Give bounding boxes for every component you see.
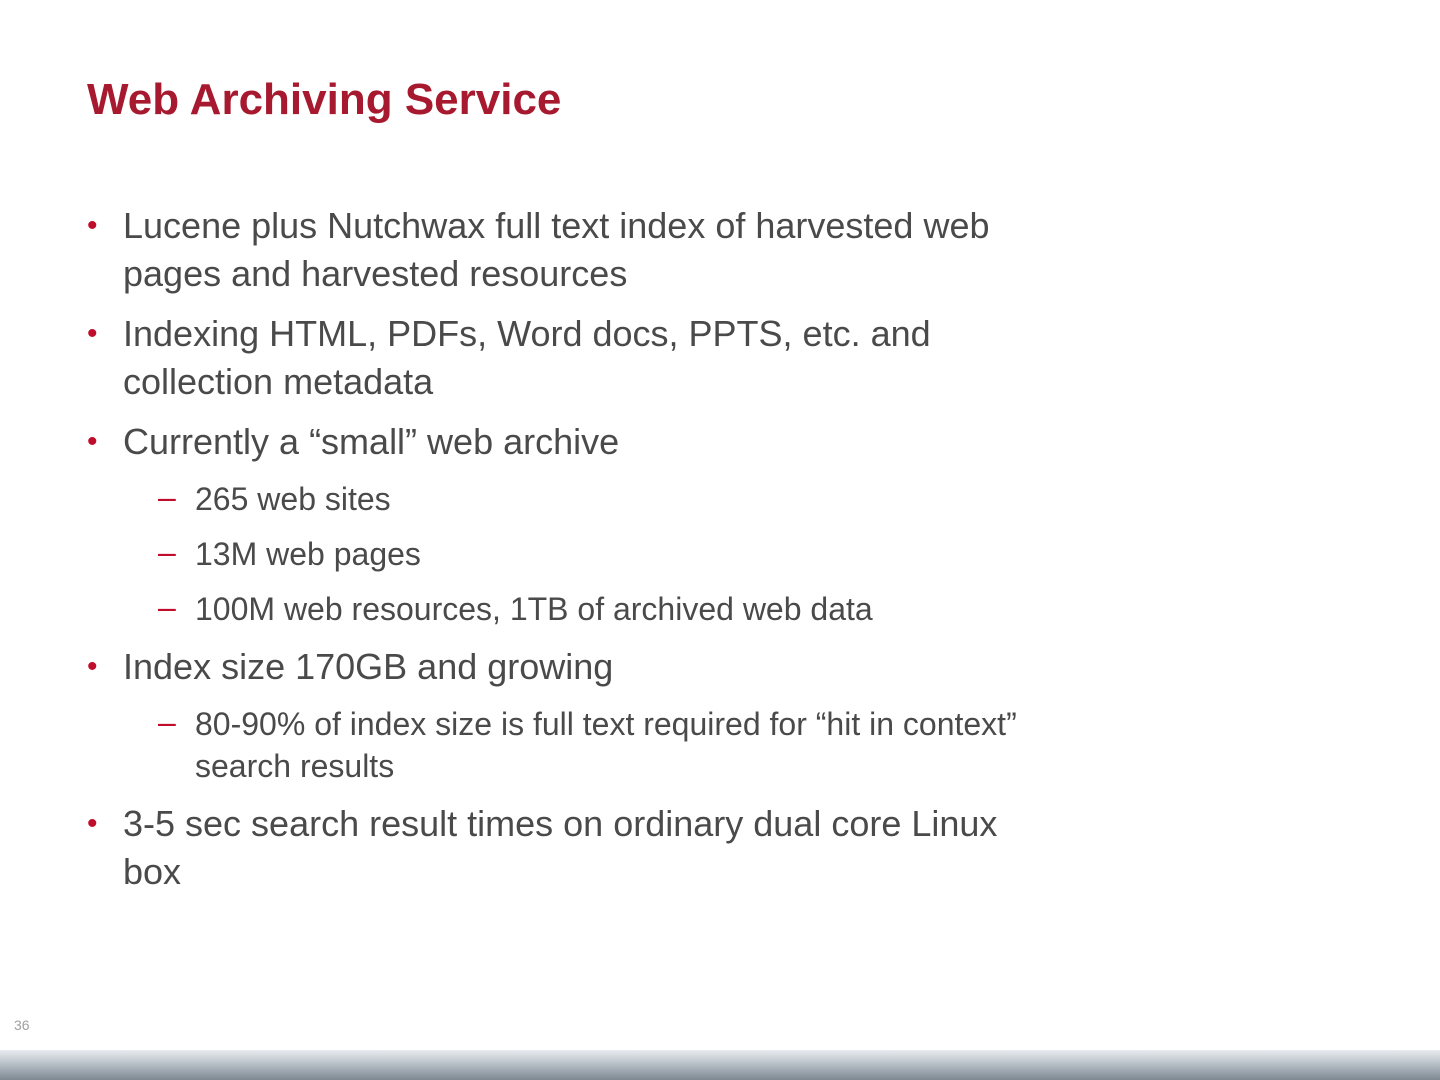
bullet-item bbox=[87, 202, 1047, 298]
footer-bar bbox=[0, 1050, 1440, 1080]
bullet-text: Currently a “small” web archive bbox=[123, 421, 620, 462]
sub-bullet-item bbox=[87, 533, 1047, 575]
bullet-text: Index size 170GB and growing bbox=[123, 646, 614, 687]
bullet-dot-icon: • bbox=[87, 209, 98, 242]
bullet-dot-icon: • bbox=[87, 425, 98, 458]
slide-title: Web Archiving Service bbox=[87, 75, 562, 124]
dash-icon: – bbox=[158, 534, 176, 570]
sub-bullet-item bbox=[87, 703, 1047, 787]
dash-icon: – bbox=[158, 479, 176, 515]
bullet-item bbox=[87, 418, 1047, 466]
bullet-dot-icon: • bbox=[87, 650, 98, 683]
bullet-text: 3-5 sec search result times on ordinary dual core Linux box bbox=[123, 803, 998, 892]
bullet-item bbox=[87, 800, 1047, 896]
dash-icon: – bbox=[158, 589, 176, 625]
sub-bullet-item bbox=[87, 588, 1047, 630]
bullet-text: Indexing HTML, PDFs, Word docs, PPTS, etc. and collection metadata bbox=[123, 313, 931, 402]
page-number: 36 bbox=[14, 1017, 30, 1033]
sub-bullet-text: 80-90% of index size is full text required for “hit in context” search results bbox=[195, 706, 1017, 784]
dash-icon: – bbox=[158, 704, 176, 740]
bullet-item bbox=[87, 310, 1047, 406]
sub-bullet-text: 13M web pages bbox=[195, 536, 421, 572]
slide-content bbox=[87, 202, 1047, 908]
bullet-text: Lucene plus Nutchwax full text index of harvested web pages and harvested resources bbox=[123, 205, 990, 294]
bullet-dot-icon: • bbox=[87, 807, 98, 840]
bullet-dot-icon: • bbox=[87, 317, 98, 350]
sub-bullet-text: 100M web resources, 1TB of archived web data bbox=[195, 591, 873, 627]
sub-bullet-text: 265 web sites bbox=[195, 481, 391, 517]
sub-bullet-item bbox=[87, 478, 1047, 520]
bullet-item bbox=[87, 643, 1047, 691]
